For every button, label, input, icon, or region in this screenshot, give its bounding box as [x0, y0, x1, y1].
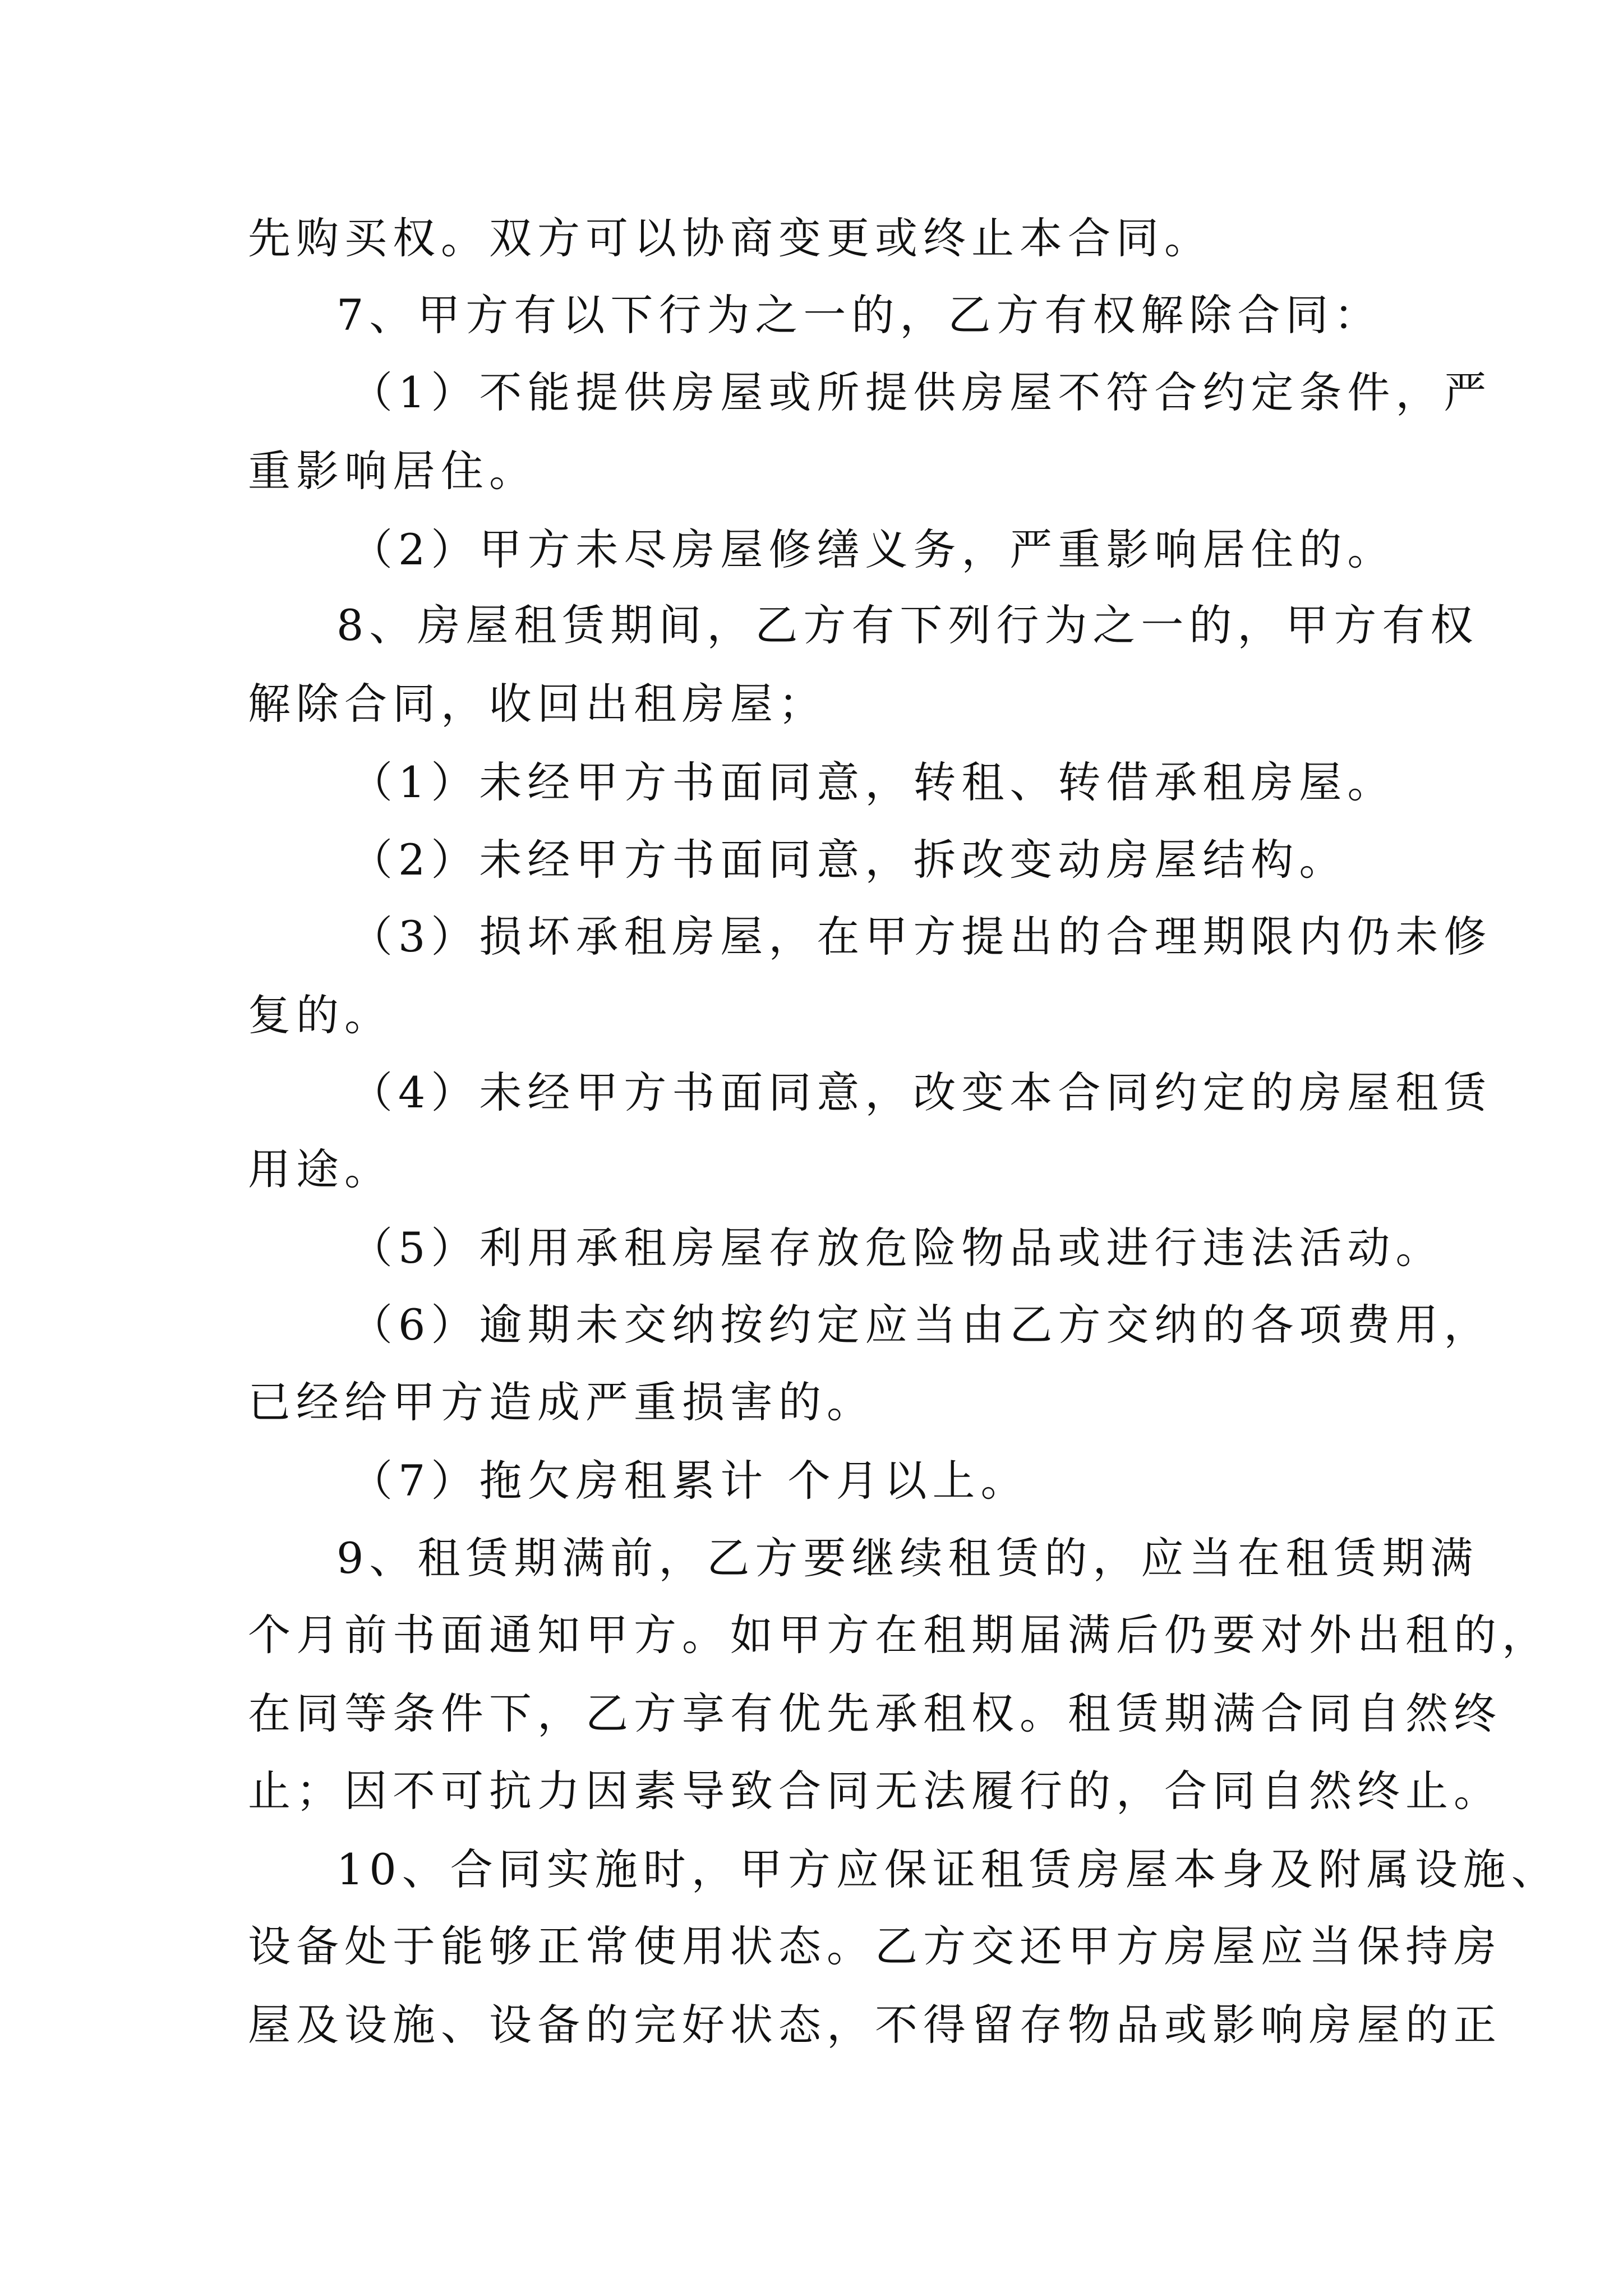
clause-8-item-5: （5）利用承租房屋存放危险物品或进行违法活动。 [350, 1223, 1444, 1273]
text-line: 已经给甲方造成严重损害的。 [248, 1377, 875, 1427]
text-line: 解除合同，收回出租房屋； [248, 679, 827, 729]
text-line: 屋及设施、设备的完好状态，不得留存物品或影响房屋的正 [248, 2000, 1502, 2050]
clause-8-item-3: （3）损坏承租房屋，在甲方提出的合理期限内仍未修 [350, 912, 1492, 961]
clause-10-heading: 10、合同实施时，甲方应保证租赁房屋本身及附属设施、 [336, 1844, 1560, 1894]
clause-8-item-4: （4）未经甲方书面同意，改变本合同约定的房屋租赁 [350, 1068, 1492, 1117]
text-line: 用途。 [248, 1144, 393, 1194]
clause-7-item-2: （2）甲方未尽房屋修缮义务，严重影响居住的。 [350, 524, 1396, 574]
clause-8-item-1: （1）未经甲方书面同意，转租、转借承租房屋。 [350, 757, 1396, 807]
text-line: 复的。 [248, 990, 393, 1040]
text-line: 设备处于能够正常使用状态。乙方交还甲方房屋应当保持房 [248, 1921, 1502, 1971]
clause-7-item-1: （1）不能提供房屋或所提供房屋不符合约定条件，严 [350, 367, 1492, 417]
text-line: 重影响居住。 [248, 446, 537, 496]
text-line: 先购买权。双方可以协商变更或终止本合同。 [248, 213, 1212, 263]
clause-8-item-7: （7）拖欠房租累计 个月以上。 [350, 1456, 1029, 1506]
clause-8-heading: 8、房屋租赁期间，乙方有下列行为之一的，甲方有权 [336, 600, 1479, 650]
clause-9-heading: 9、租赁期满前，乙方要继续租赁的，应当在租赁期满 [336, 1533, 1479, 1583]
clause-8-item-2: （2）未经甲方书面同意，拆改变动房屋结构。 [350, 835, 1348, 885]
clause-7-heading: 7、甲方有以下行为之一的，乙方有权解除合同： [336, 290, 1382, 340]
text-line: 在同等条件下，乙方享有优先承租权。租赁期满合同自然终 [248, 1688, 1502, 1738]
text-line: 个月前书面通知甲方。如甲方在租期届满后仍要对外出租的， [248, 1610, 1550, 1660]
text-line: 止；因不可抗力因素导致合同无法履行的，合同自然终止。 [248, 1766, 1502, 1816]
clause-8-item-6: （6）逾期未交纳按约定应当由乙方交纳的各项费用， [350, 1300, 1492, 1350]
